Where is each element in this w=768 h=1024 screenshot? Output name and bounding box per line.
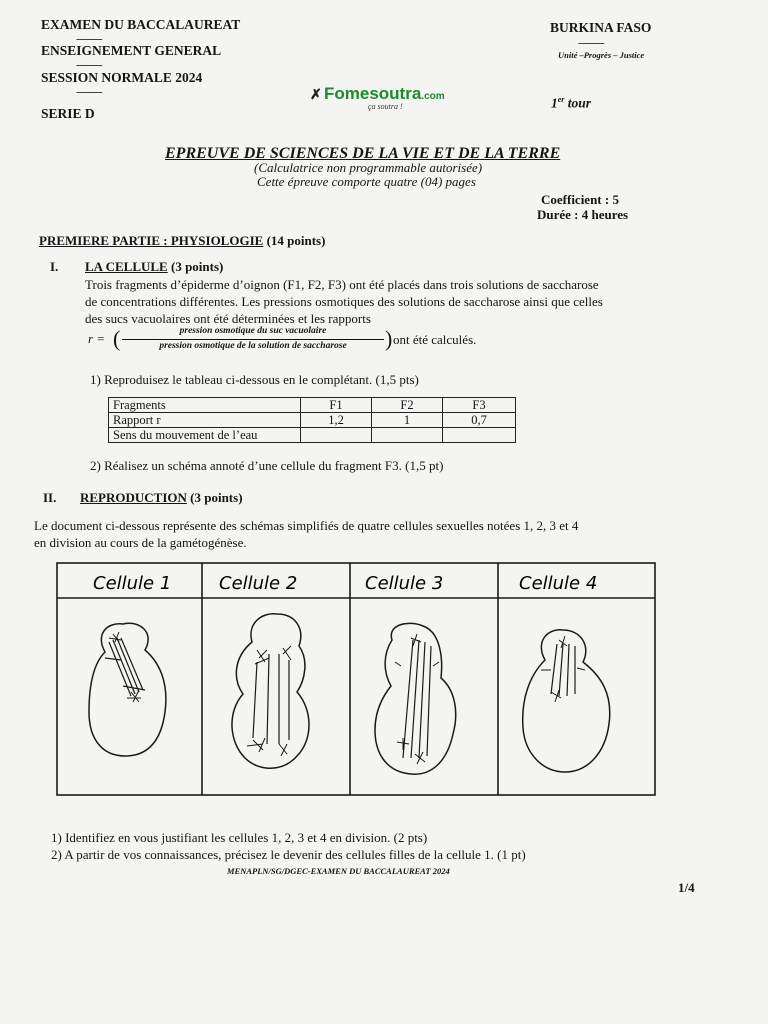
header-dash: ----------- — [578, 38, 604, 49]
table-cell: F1 — [301, 398, 372, 413]
section1-text-1: Trois fragments d’épiderme d’oignon (F1, F2, F3) ont été placés dans trois solutions de saccharose — [85, 277, 599, 292]
header-dash: ----------- — [76, 87, 102, 98]
table-cell: 1,2 — [301, 413, 372, 428]
formula-after: ont été calculés. — [393, 332, 477, 347]
cell-2-drawing — [232, 614, 309, 768]
section1-question-1: 1) Reproduisez le tableau ci-dessous en le complétant. (1,5 pts) — [90, 372, 419, 387]
section2-text-2: en division au cours de la gamétogénèse. — [34, 535, 247, 550]
exam-title: EPREUVE DE SCIENCES DE LA VIE ET DE LA TERRE — [165, 145, 561, 162]
cell-4-label: Cellule 4 — [519, 573, 598, 594]
runner-icon: ✗ — [310, 88, 322, 103]
table-cell — [443, 428, 516, 443]
formula-denominator: pression osmotique de la solution de saccharose — [159, 341, 347, 351]
section2-text-1: Le document ci-dessous représente des schémas simplifiés de quatre cellules sexuelles notées 1, 2, 3 et 4 — [34, 518, 579, 533]
table-row — [109, 413, 516, 428]
section2-question-2: 2) A partir de vos connaissances, précisez le devenir des cellules filles de la cellule 1. (1 pt) — [51, 847, 526, 862]
formula-paren-right: ) — [385, 326, 393, 351]
cell-3-label: Cellule 3 — [365, 573, 444, 594]
header-country: BURKINA FASO — [550, 20, 652, 35]
section1-question-2: 2) Réalisez un schéma annoté d’une cellule du fragment F3. (1,5 pt) — [90, 458, 444, 473]
table-cell — [372, 428, 443, 443]
fomesoutra-logo: ✗ Fomesoutra.com — [310, 84, 445, 103]
cell-2-label: Cellule 2 — [219, 573, 298, 594]
cell-4-drawing — [523, 630, 610, 772]
header-tour: 1er tour — [551, 95, 592, 111]
logo-subtitle: ça soutra ! — [368, 102, 403, 111]
fraction-bar — [122, 339, 384, 340]
table-header-row — [109, 398, 516, 413]
exam-coefficient: Coefficient : 5 — [541, 192, 619, 207]
osmosis-table — [108, 397, 516, 443]
exam-calc: (Calculatrice non programmable autorisée) — [254, 160, 483, 175]
footer-reference: MENAPLN/SG/DGEC-EXAMEN DU BACCALAUREAT 2024 — [227, 866, 450, 876]
header-motto: Unité –Progrès – Justice — [558, 50, 645, 60]
section2-question-1: 1) Identifiez en vous justifiant les cellules 1, 2, 3 et 4 en division. (2 pts) — [51, 830, 428, 845]
section1-text-3: des sucs vacuolaires ont été déterminées et les rapports — [85, 311, 371, 326]
header-session: SESSION NORMALE 2024 — [41, 70, 203, 85]
cell-3-drawing — [375, 623, 456, 774]
cell-1-label: Cellule 1 — [93, 573, 172, 594]
header-serie: SERIE D — [41, 106, 95, 121]
table-cell: F2 — [372, 398, 443, 413]
gametogenesis-cells-figure — [47, 562, 658, 798]
section1-text-2: de concentrations différentes. Les pressions osmotiques des solutions de saccharose ainsi que celles — [85, 294, 603, 309]
section2-num: II. — [43, 490, 57, 505]
table-cell: Fragments — [109, 398, 301, 413]
table-cell: Rapport r — [109, 413, 301, 428]
formula-paren-left: ( — [113, 326, 121, 351]
header-enseignement: ENSEIGNEMENT GENERAL — [41, 43, 222, 58]
section1-heading: LA CELLULE (3 points) — [85, 259, 224, 274]
section1-num: I. — [50, 259, 59, 274]
cell-1-drawing — [89, 623, 166, 756]
exam-pages: Cette épreuve comporte quatre (04) pages — [257, 174, 476, 189]
header-dash: ----------- — [76, 60, 102, 71]
page-number: 1/4 — [678, 880, 695, 895]
part1-heading: PREMIERE PARTIE : PHYSIOLOGIE (14 points) — [39, 233, 326, 248]
header-exam: EXAMEN DU BACCALAUREAT — [41, 17, 241, 32]
formula-numerator: pression osmotique du suc vacuolaire — [179, 326, 327, 336]
table-cell: F3 — [443, 398, 516, 413]
table-cell: Sens du mouvement de l’eau — [109, 428, 301, 443]
table-cell: 0,7 — [443, 413, 516, 428]
table-cell — [301, 428, 372, 443]
table-row — [109, 428, 516, 443]
table-cell: 1 — [372, 413, 443, 428]
header-dash: ----------- — [76, 34, 102, 45]
exam-duree: Durée : 4 heures — [537, 207, 629, 222]
section2-heading: REPRODUCTION (3 points) — [80, 490, 243, 505]
formula-r-label: r = — [88, 331, 106, 346]
